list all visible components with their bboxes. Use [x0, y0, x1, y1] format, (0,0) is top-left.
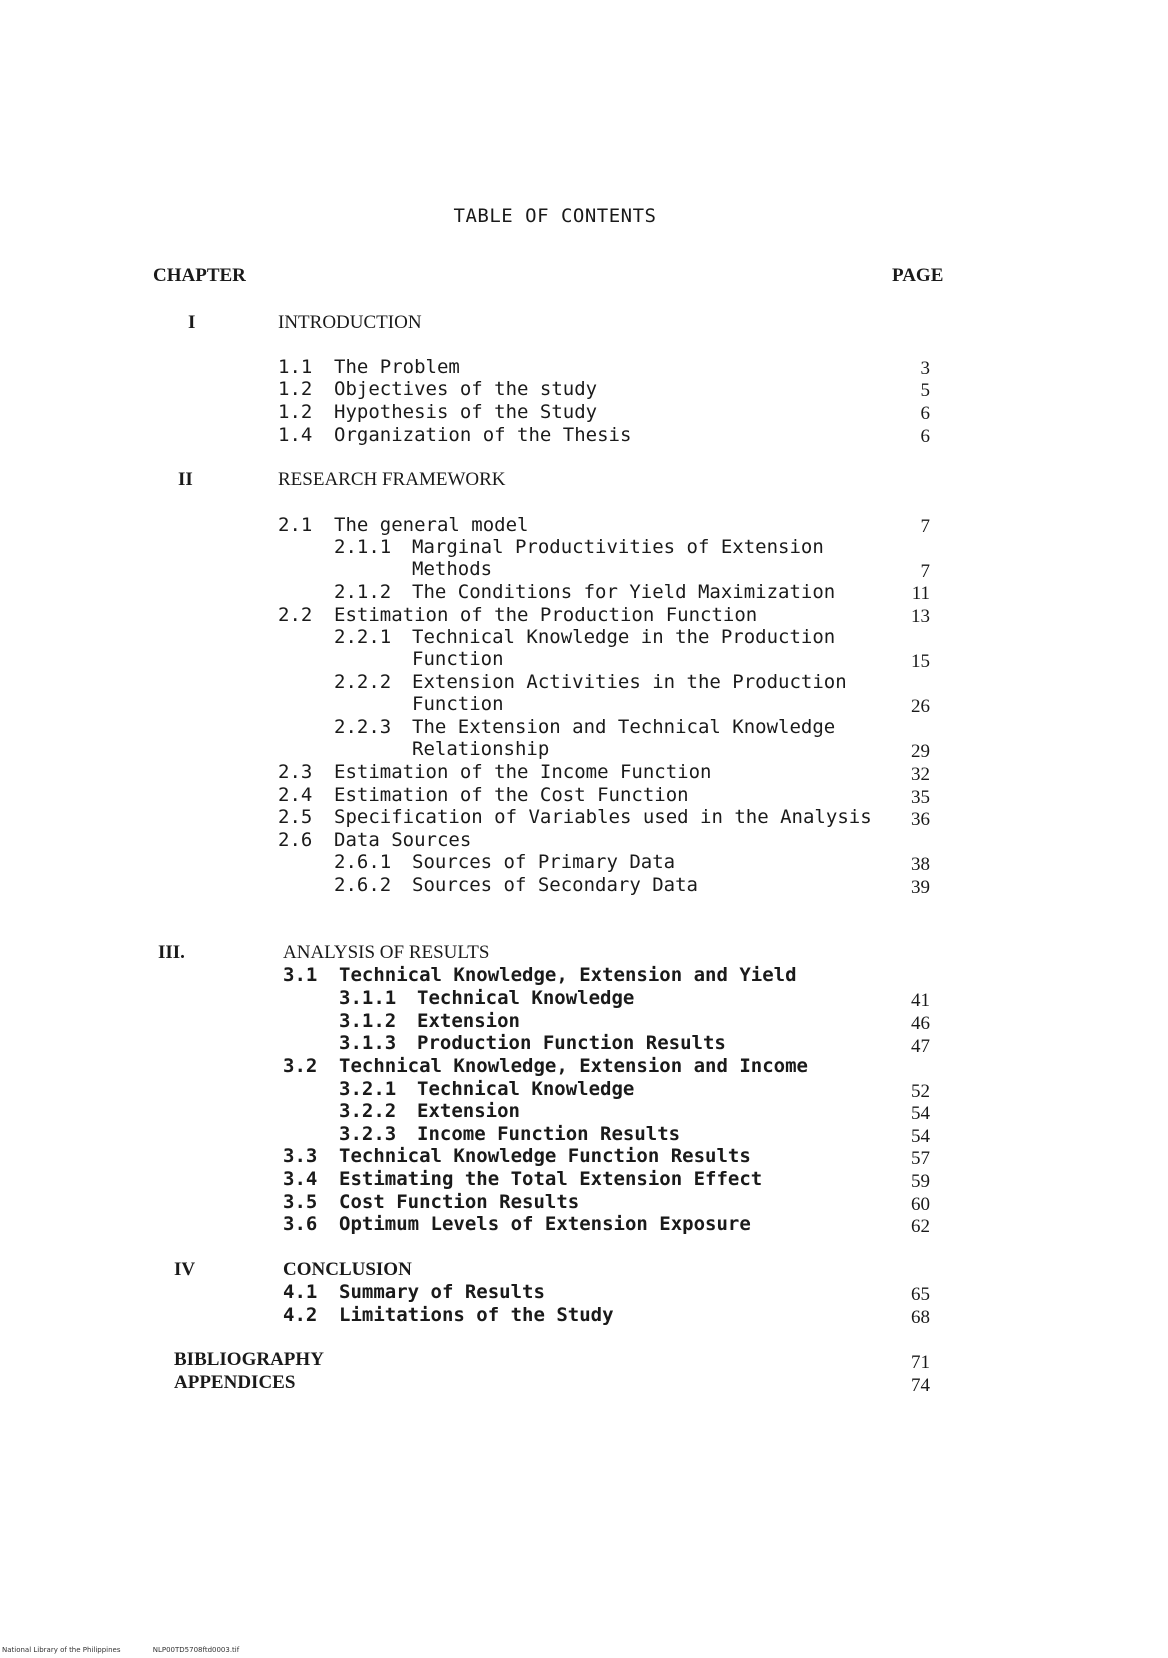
- section-number: 2.2.1: [334, 626, 392, 648]
- footer-source: National Library of the Philippines: [2, 1646, 121, 1654]
- section-title: Estimation of the Cost Function: [334, 784, 689, 806]
- section-number: 3.1.3: [339, 1032, 397, 1054]
- section-title: The general model: [334, 514, 529, 536]
- page-number: 60: [911, 1194, 930, 1215]
- section-number: 2.5: [278, 806, 313, 828]
- section-number: 2.1.1: [334, 536, 392, 558]
- page-number: 74: [911, 1375, 930, 1396]
- page-number: 47: [911, 1036, 930, 1057]
- section-title: Extension: [417, 1010, 520, 1032]
- page-number: 57: [911, 1148, 930, 1169]
- bibliography-heading: BIBLIOGRAPHY: [174, 1349, 324, 1370]
- page-number: 71: [911, 1352, 930, 1373]
- page-number: 6: [920, 426, 930, 447]
- page-number: 54: [911, 1103, 930, 1124]
- section-title: Data Sources: [334, 829, 472, 851]
- section-number: 2.2.3: [334, 716, 392, 738]
- page-number: 38: [911, 854, 930, 875]
- section-title: Sources of Primary Data: [412, 851, 676, 873]
- chapter-title: RESEARCH FRAMEWORK: [278, 469, 506, 490]
- section-number: 3.1.2: [339, 1010, 397, 1032]
- section-title-continuation: Relationship: [412, 738, 550, 760]
- section-number: 2.6: [278, 829, 313, 851]
- section-title: Marginal Productivities of Extension: [412, 536, 824, 558]
- page-number: 68: [911, 1307, 930, 1328]
- section-title: Technical Knowledge, Extension and Yield: [339, 964, 797, 986]
- chapter-numeral: III.: [158, 942, 185, 963]
- section-title: Production Function Results: [417, 1032, 726, 1054]
- section-title: Extension Activities in the Production: [412, 671, 847, 693]
- page-number: 7: [920, 561, 930, 582]
- section-title: The Problem: [334, 356, 460, 378]
- section-number: 2.1: [278, 514, 313, 536]
- section-number: 4.1: [283, 1281, 318, 1303]
- section-title-continuation: Methods: [412, 558, 493, 580]
- section-title: Summary of Results: [339, 1281, 545, 1303]
- page-number: 54: [911, 1126, 930, 1147]
- page-number: 15: [911, 651, 930, 672]
- section-title: Technical Knowledge in the Production: [412, 626, 836, 648]
- section-title: Extension: [417, 1100, 520, 1122]
- section-number: 4.2: [283, 1304, 318, 1326]
- section-number: 2.2.2: [334, 671, 392, 693]
- chapter-title: ANALYSIS OF RESULTS: [283, 942, 490, 963]
- appendices-heading: APPENDICES: [174, 1372, 296, 1393]
- section-title: Technical Knowledge: [417, 987, 635, 1009]
- section-title: Limitations of the Study: [339, 1304, 614, 1326]
- footer-file: NLP00TD5708ftd0003.tif: [152, 1646, 240, 1654]
- section-number: 1.2: [278, 401, 313, 423]
- section-title: Income Function Results: [417, 1123, 681, 1145]
- section-number: 1.2: [278, 378, 313, 400]
- section-number: 2.2: [278, 604, 313, 626]
- section-title: Cost Function Results: [339, 1191, 580, 1213]
- page-number: 35: [911, 787, 930, 808]
- page-number: 3: [920, 358, 930, 379]
- chapter-column-header: CHAPTER: [153, 265, 246, 286]
- page-number: 65: [911, 1284, 930, 1305]
- chapter-title: CONCLUSION: [283, 1259, 412, 1280]
- section-number: 2.1.2: [334, 581, 392, 603]
- section-title: Organization of the Thesis: [334, 424, 632, 446]
- section-title: Sources of Secondary Data: [412, 874, 698, 896]
- page-number: 59: [911, 1171, 930, 1192]
- chapter-numeral: II: [178, 469, 193, 490]
- section-title: The Extension and Technical Knowledge: [412, 716, 836, 738]
- section-number: 3.2.3: [339, 1123, 397, 1145]
- section-number: 3.1: [283, 964, 318, 986]
- section-number: 2.6.2: [334, 874, 392, 896]
- section-number: 3.2.2: [339, 1100, 397, 1122]
- page-number: 36: [911, 809, 930, 830]
- section-number: 3.3: [283, 1145, 318, 1167]
- page-number: 5: [920, 380, 930, 401]
- section-title: Estimation of the Income Function: [334, 761, 712, 783]
- page-number: 39: [911, 877, 930, 898]
- page-title: TABLE OF CONTENTS: [453, 205, 657, 227]
- section-title: Technical Knowledge, Extension and Income: [339, 1055, 808, 1077]
- section-title: Technical Knowledge Function Results: [339, 1145, 751, 1167]
- section-title: The Conditions for Yield Maximization: [412, 581, 836, 603]
- page-number: 7: [920, 516, 930, 537]
- section-title-continuation: Function: [412, 693, 504, 715]
- chapter-numeral: I: [188, 312, 196, 333]
- section-number: 3.4: [283, 1168, 318, 1190]
- chapter-numeral: IV: [174, 1259, 196, 1280]
- page-number: 46: [911, 1013, 930, 1034]
- page-number: 62: [911, 1216, 930, 1237]
- page-number: 29: [911, 741, 930, 762]
- scan-footer: [2, 1646, 269, 1654]
- section-number: 3.6: [283, 1213, 318, 1235]
- section-number: 2.3: [278, 761, 313, 783]
- page-number: 6: [920, 403, 930, 424]
- section-number: 3.1.1: [339, 987, 397, 1009]
- section-title: Objectives of the study: [334, 378, 598, 400]
- section-number: 2.6.1: [334, 851, 392, 873]
- page-number: 11: [911, 583, 930, 604]
- page-number: 41: [911, 990, 930, 1011]
- chapter-title: INTRODUCTION: [278, 312, 422, 333]
- page-number: 13: [911, 606, 930, 627]
- section-number: 3.2.1: [339, 1078, 397, 1100]
- section-title: Specification of Variables used in the Analysis: [334, 806, 872, 828]
- section-number: 2.4: [278, 784, 313, 806]
- section-number: 3.2: [283, 1055, 318, 1077]
- section-title: Estimating the Total Extension Effect: [339, 1168, 763, 1190]
- section-number: 1.4: [278, 424, 313, 446]
- section-title: Estimation of the Production Function: [334, 604, 758, 626]
- page-number: 26: [911, 696, 930, 717]
- page-column-header: PAGE: [892, 265, 944, 286]
- section-title: Hypothesis of the Study: [334, 401, 598, 423]
- page-number: 32: [911, 764, 930, 785]
- section-number: 1.1: [278, 356, 313, 378]
- section-title: Optimum Levels of Extension Exposure: [339, 1213, 751, 1235]
- page-number: 52: [911, 1081, 930, 1102]
- section-title: Technical Knowledge: [417, 1078, 635, 1100]
- section-number: 3.5: [283, 1191, 318, 1213]
- section-title-continuation: Function: [412, 648, 504, 670]
